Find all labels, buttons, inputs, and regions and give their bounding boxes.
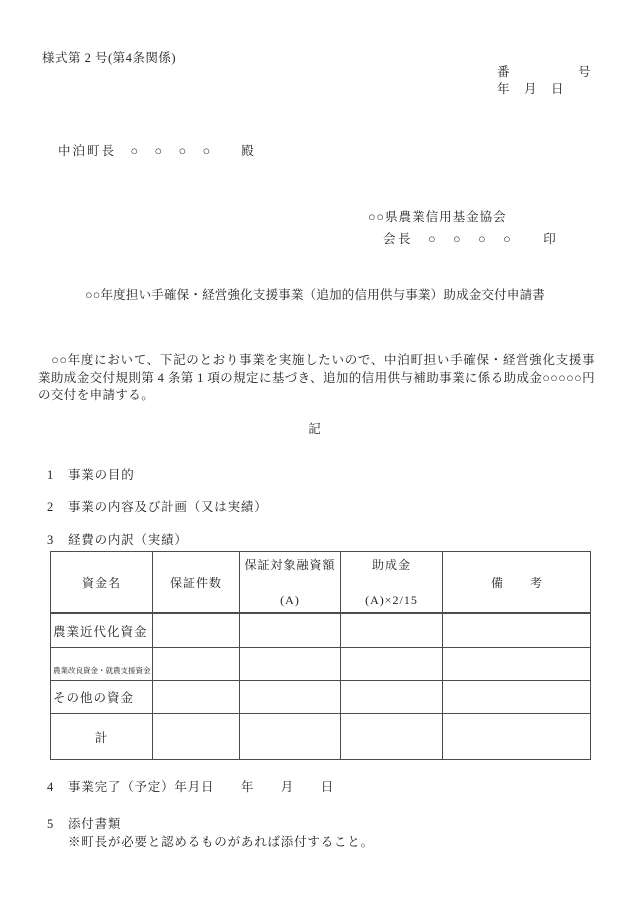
header-line: 助成金 (371, 558, 411, 572)
row-label-improvement-and-farming-support-fund: 農業改良資金・就農支援資金 (51, 648, 153, 681)
document-number-block (497, 64, 592, 97)
table-cell (341, 681, 443, 714)
header-line: 備 考 (490, 575, 543, 590)
table-cell (443, 648, 591, 681)
column-header-guaranteed-loan-amount (240, 552, 341, 614)
table-cell (443, 614, 591, 648)
table-cell (240, 648, 341, 681)
header-line: 資金名 (81, 575, 121, 590)
sender-chairman-line: 会長 ○ ○ ○ ○ 印 (383, 232, 559, 246)
item-text: 添付書類 (68, 817, 122, 831)
item-text: 事業の内容及び計画（又は実績） (68, 500, 268, 514)
list-item-expense-breakdown (47, 530, 188, 548)
document-number-line: 番 号 (497, 65, 592, 79)
table-cell (240, 714, 341, 759)
list-item-plan (47, 497, 268, 515)
column-header-fund-name (51, 552, 153, 614)
addressee-line: 中泊町長 ○ ○ ○ ○ 殿 (58, 144, 256, 158)
header-line: 保証対象融資額 (244, 558, 336, 572)
table-cell (443, 681, 591, 714)
table-cell (153, 681, 240, 714)
sender-organization: ○○県農業信用基金協会 (368, 210, 507, 224)
table-cell (153, 614, 240, 648)
item-text: 経費の内訳（実績） (68, 533, 188, 547)
attachment-note: ※町長が必要と認めるものがあれば添付すること。 (68, 835, 374, 849)
table-cell (341, 614, 443, 648)
item-text: 事業の目的 (68, 468, 135, 482)
item-text: 事業完了（予定）年月日 年 月 日 (68, 780, 335, 794)
header-line: (A)×2/15 (365, 593, 418, 607)
item-number: 3 (47, 533, 54, 547)
table-cell (240, 614, 341, 648)
expense-breakdown-table (50, 551, 591, 760)
item-number: 4 (47, 780, 54, 794)
header-line: (A) (280, 593, 300, 607)
table-cell (341, 714, 443, 759)
item-number: 1 (47, 468, 54, 482)
row-label-agricultural-modernization-fund: 農業近代化資金 (51, 614, 153, 648)
column-header-remarks (443, 552, 591, 614)
list-item-completion-date (47, 777, 334, 795)
body-paragraph: ○○年度において、下記のとおり事業を実施したいので、中泊町担い手確保・経営強化支援事業助成金交付規則第 4 条第 1 項の規定に基づき、追加的信用供与補助事業に係る助成金○○○○○円の交付を申請する。 (38, 353, 595, 402)
table-cell (240, 681, 341, 714)
item-number: 5 (47, 817, 54, 831)
table-cell (443, 714, 591, 759)
header-line: 保証件数 (169, 575, 222, 590)
sender-block (368, 206, 558, 250)
list-item-attachments (47, 814, 121, 832)
table-cell (153, 714, 240, 759)
list-item-purpose (47, 465, 135, 483)
column-header-subsidy (341, 552, 443, 614)
record-marker: 記 (308, 422, 322, 436)
item-number: 2 (47, 500, 54, 514)
table-cell (153, 648, 240, 681)
row-label-total: 計 (51, 714, 153, 759)
document-date-line: 年 月 日 (497, 81, 565, 96)
table-cell (341, 648, 443, 681)
document-title: ○○年度担い手確保・経営強化支援事業（追加的信用供与事業）助成金交付申請書 (84, 288, 545, 302)
column-header-guarantee-count (153, 552, 240, 614)
form-style-number: 様式第 2 号(第4条関係) (42, 51, 177, 65)
row-label-other-funds: その他の資金 (51, 681, 153, 714)
